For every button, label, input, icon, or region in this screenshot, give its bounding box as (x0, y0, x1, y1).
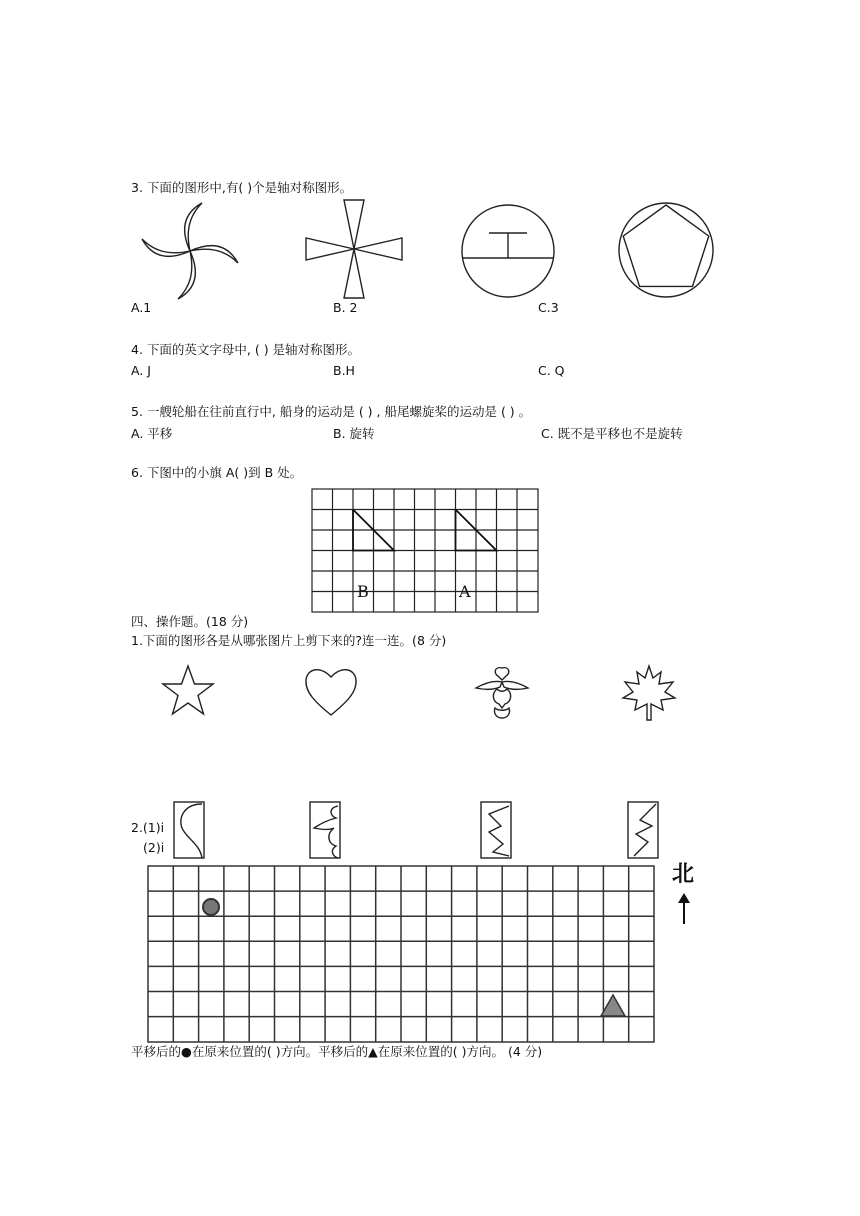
cutout-piece-4 (626, 800, 660, 860)
q4-option-c: C. Q (538, 363, 565, 378)
cutout-piece-1 (172, 800, 206, 860)
q4-question: 4. 下面的英文字母中, ( ) 是轴对称图形。 (131, 342, 361, 357)
q4-option-a: A. J (131, 363, 151, 378)
north-arrow-icon (676, 892, 692, 926)
star-shape (161, 664, 215, 718)
section4-q1: 1.下面的图形各是从哪张图片上剪下来的?连一连。(8 分) (131, 633, 447, 648)
section4-q2-line1: 2.(1)i (131, 820, 165, 835)
q6-question: 6. 下图中的小旗 A( )到 B 处。 (131, 465, 303, 480)
flag-label-b: B (357, 582, 369, 601)
cross-triangles-figure (304, 198, 404, 300)
section4-q2-final: 平移后的●在原来位置的( )方向。平移后的▲在原来位置的( )方向。 (4 分) (131, 1044, 543, 1059)
q4-option-b: B.H (333, 363, 355, 378)
heart-shape (303, 664, 359, 718)
pinwheel-figure (138, 202, 242, 300)
flag-grid (311, 488, 541, 614)
q5-option-b: B. 旋转 (333, 426, 375, 441)
section4-heading: 四、操作题。(18 分) (131, 614, 249, 629)
q3-option-b: B. 2 (333, 300, 358, 315)
cutout-piece-2 (308, 800, 342, 860)
flag-label-a: A (459, 582, 471, 601)
translation-grid (146, 864, 658, 1046)
q5-option-a: A. 平移 (131, 426, 173, 441)
q3-question: 3. 下面的图形中,有( )个是轴对称图形。 (131, 180, 353, 195)
q5-question: 5. 一艘轮船在往前直行中, 船身的运动是 ( ) , 船尾螺旋桨的运动是 ( ) 。 (131, 404, 532, 419)
section4-q2-line2: (2)i (143, 840, 165, 855)
cutout-piece-3 (479, 800, 513, 860)
bird-ornament-shape (473, 664, 531, 722)
circle-symbol-figure (459, 202, 557, 300)
q5-option-c: C. 既不是平移也不是旋转 (541, 426, 683, 441)
q3-option-a: A.1 (131, 300, 152, 315)
maple-leaf-shape (621, 664, 677, 722)
pentagon-in-circle-figure (616, 200, 716, 300)
q3-option-c: C.3 (538, 300, 559, 315)
north-label: 北 (672, 862, 695, 887)
